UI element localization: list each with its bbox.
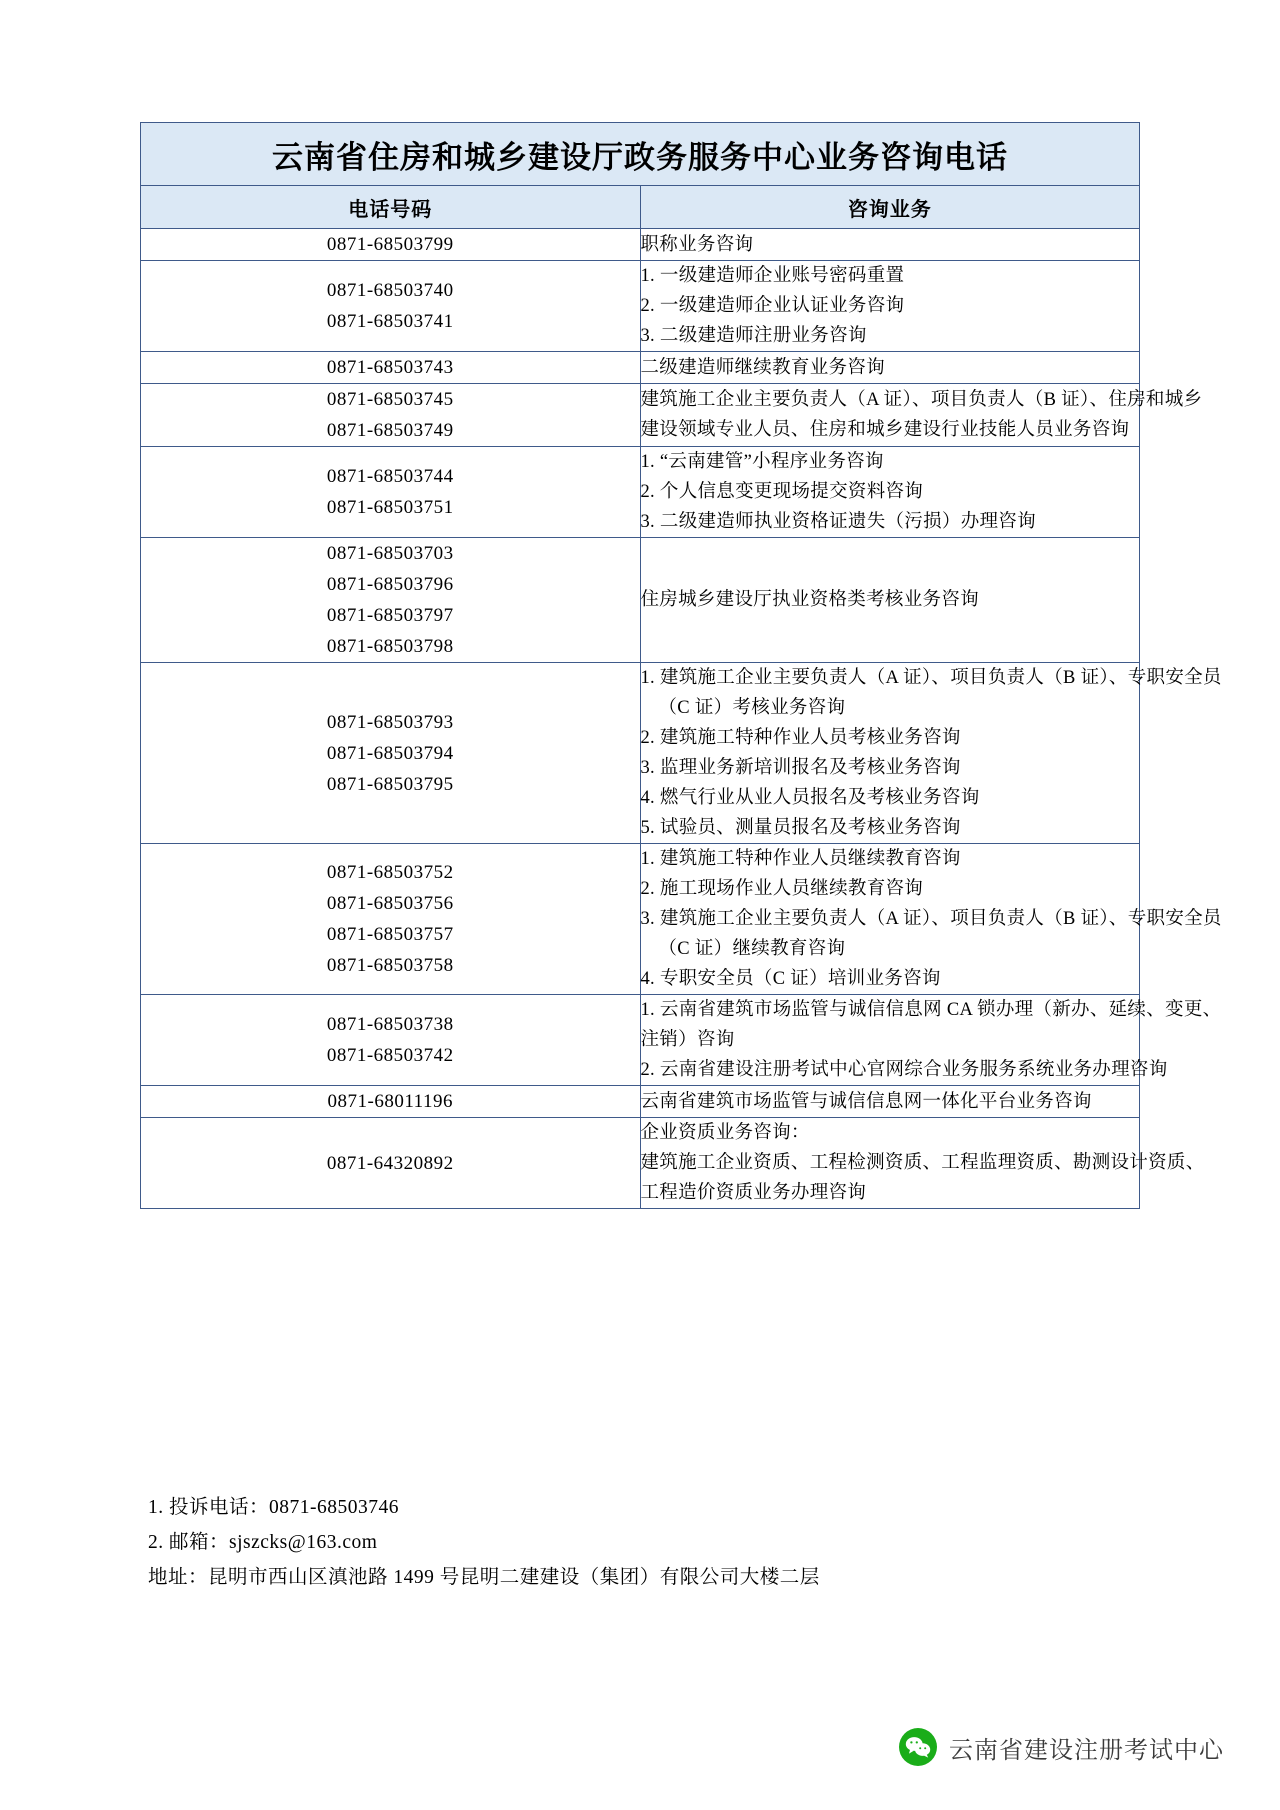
phone-cell xyxy=(141,384,641,447)
business-cell xyxy=(640,1086,1140,1118)
column-header-phone: 电话号码 xyxy=(141,186,641,229)
business-line: 二级建造师继续教育业务咨询 xyxy=(640,357,885,378)
table-title-row xyxy=(141,123,1140,186)
phone-cell xyxy=(141,352,641,384)
table-row xyxy=(141,1118,1140,1209)
business-cell xyxy=(640,663,1222,844)
phone-number: 0871-68503703 xyxy=(326,543,454,564)
phone-number: 0871-68503740 xyxy=(326,280,454,301)
phone-number: 0871-68503797 xyxy=(326,605,454,626)
phone-cell xyxy=(141,1086,641,1118)
table-row xyxy=(141,352,1140,384)
business-cell xyxy=(640,844,1222,995)
table-header-row xyxy=(141,186,1140,229)
phone-number: 0871-68503756 xyxy=(326,893,454,914)
table-row xyxy=(141,261,1140,352)
business-cell xyxy=(640,447,1140,538)
phone-number: 0871-68503745 xyxy=(326,389,454,410)
business-line: 职称业务咨询 xyxy=(640,234,754,255)
business-line: 2. 个人信息变更现场提交资料咨询 xyxy=(640,482,924,502)
phone-number: 0871-68503798 xyxy=(326,636,454,657)
phone-number: 0871-68503743 xyxy=(326,357,454,378)
phone-number: 0871-68503799 xyxy=(326,234,454,255)
brand-bar xyxy=(899,1728,1224,1766)
business-line: 3. 二级建造师执业资格证遗失（污损）办理咨询 xyxy=(640,512,1036,532)
business-cell xyxy=(640,384,1203,447)
table-row xyxy=(141,229,1140,261)
business-line: 建筑施工企业资质、工程检测资质、工程监理资质、勘测设计资质、 xyxy=(640,1153,1205,1173)
footer-notes xyxy=(148,1490,820,1595)
contact-phone-table xyxy=(140,122,1222,1209)
business-line: 1. 建筑施工特种作业人员继续教育咨询 xyxy=(640,849,961,869)
phone-number: 0871-68503742 xyxy=(326,1045,454,1066)
business-line: 云南省建筑市场监管与诚信信息网一体化平台业务咨询 xyxy=(640,1091,1092,1112)
table-row xyxy=(141,538,1140,663)
wechat-icon xyxy=(899,1728,937,1766)
business-line: （C 证）考核业务咨询 xyxy=(658,698,846,718)
business-line: 住房城乡建设厅执业资格类考核业务咨询 xyxy=(640,590,979,610)
phone-cell xyxy=(141,261,641,352)
phone-cell xyxy=(141,995,641,1086)
phone-number: 0871-68503758 xyxy=(326,955,454,976)
brand-name: 云南省建设注册考试中心 xyxy=(949,1737,1224,1764)
business-cell xyxy=(640,229,1140,261)
table-row xyxy=(141,663,1140,844)
phone-number: 0871-68503794 xyxy=(326,742,454,764)
phone-cell xyxy=(141,538,641,663)
business-line: 工程造价资质业务办理咨询 xyxy=(640,1183,867,1203)
phone-number: 0871-64320892 xyxy=(326,1152,454,1174)
table-row xyxy=(141,384,1140,447)
table-row xyxy=(141,995,1140,1086)
phone-number: 0871-68503744 xyxy=(326,466,454,487)
phone-cell xyxy=(141,229,641,261)
document-title: 云南省住房和城乡建设厅政务服务中心业务咨询电话 xyxy=(141,123,1140,186)
table-body xyxy=(141,123,1222,1209)
phone-cell xyxy=(141,447,641,538)
phone-number: 0871-68503796 xyxy=(326,574,454,595)
phone-number: 0871-68503795 xyxy=(326,773,454,795)
business-line: 建设领域专业人员、住房和城乡建设行业技能人员业务咨询 xyxy=(640,420,1130,440)
business-cell xyxy=(640,538,1140,663)
phone-cell xyxy=(141,844,641,995)
business-line: 1. 一级建造师企业账号密码重置 xyxy=(640,266,905,286)
phone-number: 0871-68011196 xyxy=(327,1091,453,1112)
business-line: 2. 云南省建设注册考试中心官网综合业务服务系统业务办理咨询 xyxy=(640,1060,1168,1080)
phone-number: 0871-68503738 xyxy=(326,1014,454,1035)
business-line: 3. 监理业务新培训报名及考核业务咨询 xyxy=(640,758,961,778)
column-header-business: 咨询业务 xyxy=(640,186,1140,229)
table-row xyxy=(141,844,1140,995)
phone-cell xyxy=(141,663,641,844)
business-line: 2. 施工现场作业人员继续教育咨询 xyxy=(640,879,924,899)
business-cell xyxy=(640,1118,1205,1209)
complaint-phone-line: 1. 投诉电话：0871-68503746 xyxy=(148,1497,399,1518)
business-line: 1. 建筑施工企业主要负责人（A 证）、项目负责人（B 证）、专职安全员 xyxy=(640,668,1222,688)
business-line: 2. 一级建造师企业认证业务咨询 xyxy=(640,296,905,316)
table-row xyxy=(141,447,1140,538)
business-line: 1. 云南省建筑市场监管与诚信信息网 CA 锁办理（新办、延续、变更、 xyxy=(640,1000,1222,1020)
phone-number: 0871-68503757 xyxy=(326,924,454,945)
business-line: 企业资质业务咨询： xyxy=(640,1123,810,1143)
business-line: 2. 建筑施工特种作业人员考核业务咨询 xyxy=(640,728,961,748)
address-line: 地址：昆明市西山区滇池路 1499 号昆明二建建设（集团）有限公司大楼二层 xyxy=(148,1567,820,1588)
business-line: 1. “云南建管”小程序业务咨询 xyxy=(640,452,884,472)
phone-number: 0871-68503751 xyxy=(326,497,454,518)
business-line: 5. 试验员、测量员报名及考核业务咨询 xyxy=(640,818,961,838)
email-line: 2. 邮箱：sjszcks@163.com xyxy=(148,1532,378,1553)
phone-number: 0871-68503752 xyxy=(326,862,454,883)
phone-number: 0871-68503741 xyxy=(326,311,454,332)
business-line: （C 证）继续教育咨询 xyxy=(658,939,846,959)
business-cell xyxy=(640,352,1140,384)
phone-cell xyxy=(141,1118,641,1209)
table-row xyxy=(141,1086,1140,1118)
business-line: 建筑施工企业主要负责人（A 证）、项目负责人（B 证）、住房和城乡 xyxy=(640,390,1203,410)
business-line: 3. 建筑施工企业主要负责人（A 证）、项目负责人（B 证）、专职安全员 xyxy=(640,909,1222,929)
business-line: 4. 燃气行业从业人员报名及考核业务咨询 xyxy=(640,788,980,808)
phone-number: 0871-68503749 xyxy=(326,420,454,441)
business-line: 注销）咨询 xyxy=(640,1030,735,1050)
business-cell xyxy=(640,995,1222,1086)
business-cell xyxy=(640,261,1140,352)
business-line: 3. 二级建造师注册业务咨询 xyxy=(640,326,867,346)
phone-number: 0871-68503793 xyxy=(326,711,454,733)
business-line: 4. 专职安全员（C 证）培训业务咨询 xyxy=(640,969,941,989)
